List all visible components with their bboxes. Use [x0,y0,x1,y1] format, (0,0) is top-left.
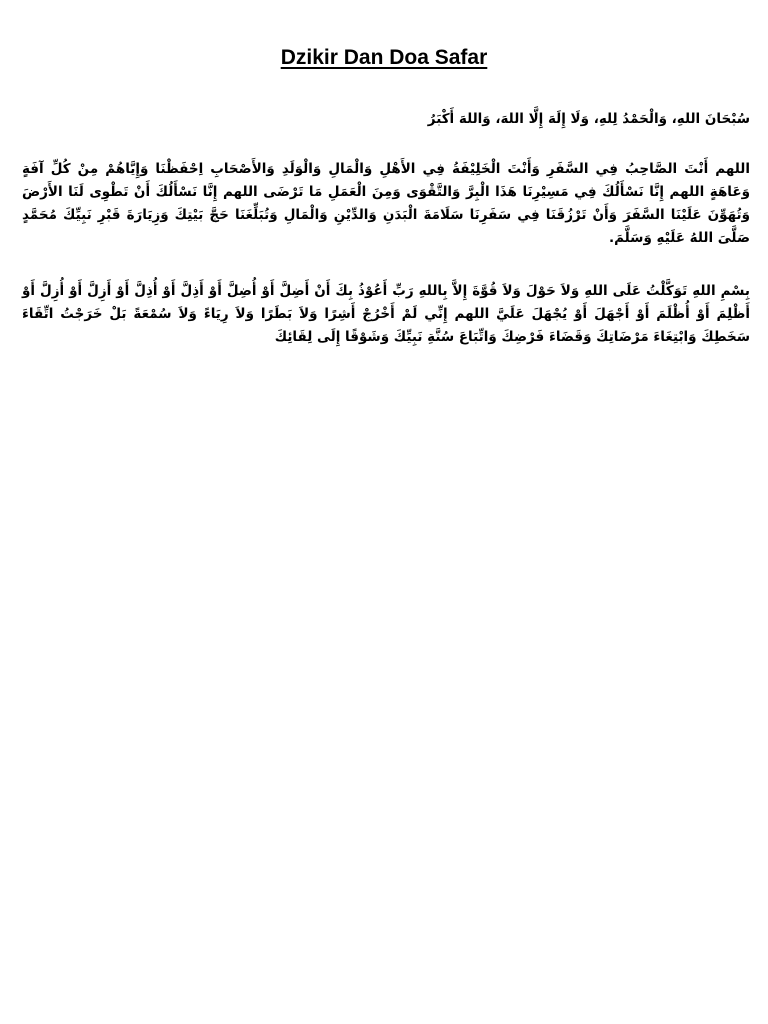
title-text: Dzikir Dan Doa Safar [280,46,488,69]
departure-prayer-paragraph: بِسْمِ اللهِ تَوَكَّلْتُ عَلَى اللهِ وَلاَ حَوْلَ وَلاَ قُوَّةَ إِلاَّ بِاللهِ رَبِّ أَعُوْذُ بِكَ أَنْ أَضِلَّ أَوْ أُضِلَّ أَوْ أَذِلَّ أَوْ أُذِلَّ أَوْ أَزِلَّ أَوْ أُزِلَّ أَوْ أَظْلِمَ أَوْ أُظْلَمَ أَوْ أَجْهَلَ أَوْ يُجْهَلَ عَلَيَّ اللهم إِنِّي لَمْ أَخْرُجْ أَشِرًا وَلاَ بَطَرًا وَلاَ رِيَاءً وَلاَ سُمْعَةً بَلْ خَرَجْتُ اتِّقَاءَ سَخَطِكَ وَابْتِغَاءَ مَرْضَاتِكَ وَقَضَاءَ فَرْضِكَ وَاتِّبَاعَ سُنَّةِ نَبِيِّكَ وَشَوْقًا إِلَى لِقَائِكَ [22,283,750,345]
dhikr-paragraph: سُبْحَانَ اللهِ، وَالْحَمْدُ لِلهِ، وَلَا إِلَهَ إِلَّا اللهَ، وَاللهَ أَكْبَرُ [427,111,750,127]
safar-prayer-paragraph: اللهم أَنْتَ الصَّاحِبُ فِي السَّفَرِ وَأَنْتَ الْخَلِيْفَةُ فِي الأَهْلِ وَالْمَالِ وَالْوَلَدِ وَالأَصْحَابِ اِحْفَظْنَا وَإِيَّاهُمْ مِنْ كُلِّ آفَةٍ وَعَاهَةٍ اللهم إِنَّا نَسْأَلُكَ فِي مَسِيْرِنَا هَذَا الْبِرَّ وَالتَّقْوَى وَمِنَ الْعَمَلِ مَا تَرْضَى اللهم إِنَّا نَسْأَلُكَ أَنْ تَطْوِى لَنَا الأَرْضَ وَتُهَوِّنَ عَلَيْنَا السَّفَرَ وَأَنْ تَرْزُقَنَا فِي سَفَرِنَا سَلَامَةَ الْبَدَنِ وَالدِّيْنِ وَالْمَالِ وَتُبَلِّغَنَا حَجَّ بَيْتِكَ وَزِيَارَةَ قَبْرِ نَبِيِّكَ مُحَمَّدٍ صَلَّىَ اللهُ عَلَيْهِ وَسَلَّمَ. [22,161,750,246]
document-title [0,46,768,70]
